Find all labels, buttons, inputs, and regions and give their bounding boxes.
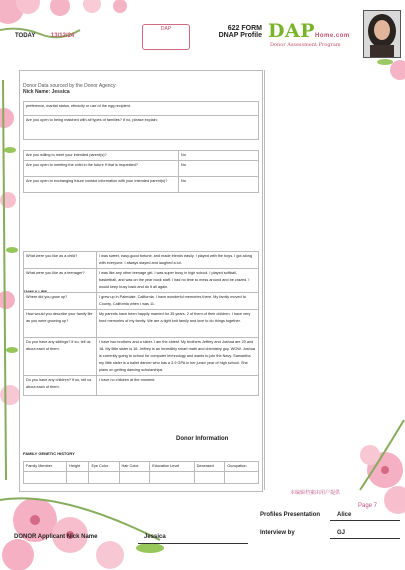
logo-tagline: Donor Assessment Program xyxy=(270,42,341,48)
table-row xyxy=(24,269,259,293)
answer-cell: I have no children at the moment. xyxy=(97,376,259,396)
question-cell: Are you open to being matched with all types of families? If no, please explain: xyxy=(24,116,259,140)
family-life-label: FAMILY LIFE xyxy=(23,289,48,294)
donor-data-title: Donor Data sourced by the Donor Agency xyxy=(23,83,116,89)
family-history-table xyxy=(23,461,259,484)
answer-cell: No xyxy=(179,161,259,177)
column-header: Occupation xyxy=(225,462,259,472)
table-header-row xyxy=(24,462,259,472)
question-cell: How would you describe your family life as you were growing up? xyxy=(24,310,97,338)
form-code-line2: DNAP Profile xyxy=(218,32,262,39)
answer-cell: I was like any other teenage girl. I was super busy in high school. I played softball, basketball, and was on the year book staff. I had no time to mess around and be crazed. I would keep busy back and do it all again. xyxy=(97,269,259,293)
family-history-label: FAMILY GENETIC HISTORY xyxy=(23,451,75,456)
answer-cell: My parents have been happily married for 35 years. 2 of them of their children. I have very fond memories of my family. We are a tight knit family and love to do things together. xyxy=(97,310,259,338)
table-row xyxy=(24,177,259,193)
table-row xyxy=(24,338,259,376)
column-header: Deceased xyxy=(194,462,225,472)
table-row xyxy=(24,310,259,338)
interview-label: Interview by xyxy=(260,530,295,536)
today-label: TODAY xyxy=(15,33,36,39)
donor-data-heading xyxy=(23,83,116,95)
question-cell: Are you open to exchanging future contact information with your intended parent(s)? xyxy=(24,177,179,193)
flower-top-left xyxy=(0,0,127,37)
table-row xyxy=(24,376,259,396)
table-row xyxy=(24,252,259,269)
donor-nick-value: Jessica xyxy=(144,534,166,540)
interview-line xyxy=(330,538,400,539)
question-cell: What were you like as a teenager? xyxy=(24,269,97,293)
matching-questions xyxy=(23,101,259,193)
question-cell: Are you open to meeting the child in the future if that is requested? xyxy=(24,161,179,177)
interview-value: GJ xyxy=(337,530,346,536)
stamp-text: DAP xyxy=(160,26,172,32)
question-cell: Where did you grow up? xyxy=(24,293,97,310)
donor-nick-label: DONOR Applicant Nick Name xyxy=(14,534,98,540)
donor-photo xyxy=(363,10,401,58)
table-row xyxy=(24,293,259,310)
form-code xyxy=(210,25,262,39)
right-side-panel xyxy=(264,70,405,490)
today-date xyxy=(15,33,74,39)
table-row xyxy=(24,161,259,177)
profiles-presentation-label: Profiles Presentation xyxy=(260,512,321,518)
pink-note: 本编辑档案由用户提供 xyxy=(290,490,341,496)
question-cell: Do you have any children? If so, tell us about each of them: xyxy=(24,376,97,396)
column-header: Family Member xyxy=(24,462,67,472)
table-row xyxy=(24,472,259,484)
question-cell: What were you like as a child? xyxy=(24,252,97,269)
today-date-value: 13/12/24 xyxy=(50,33,75,39)
nick-name: Nick Name: Jessica xyxy=(23,89,70,95)
donor-information-heading: Donor Information xyxy=(176,436,229,442)
page-number: Page 7 xyxy=(358,503,378,509)
table-row xyxy=(24,102,259,116)
profiles-presentation-line xyxy=(330,520,400,521)
column-header: Education Level xyxy=(150,462,194,472)
donor-nick-line xyxy=(138,543,248,544)
form-code-line1: 622 FORM xyxy=(227,25,262,32)
table-row xyxy=(24,116,259,140)
column-header: Eye Color xyxy=(89,462,119,472)
column-header: Height xyxy=(67,462,89,472)
answer-cell: I have two brothers and a sister. I am the oldest. My brothers Jeffrey and Joshua are 20 and 18. My little sister is 16. Jeffrey is an incredibly smart math and chemistry guy. WOW. Joshua is currently going to school for computer technology and wants to join the Navy. Samantha my little sister is a ballet dancer who has a 3.9 GPA in her junior year of high school. She plans on getting dancing scholarships. xyxy=(97,338,259,376)
logo-text: DAP xyxy=(268,20,316,42)
flower-left-side xyxy=(0,80,20,480)
answer-cell: No xyxy=(179,151,259,161)
logo-suffix: Home.com xyxy=(315,33,350,39)
profiles-presentation-value: Alice xyxy=(337,512,352,518)
donor-data-panel xyxy=(19,70,263,492)
question-cell: preference, marital status, ethnicity or use of the egg recipient. xyxy=(24,102,259,116)
question-cell: Do you have any siblings? If so, tell us about each of them: xyxy=(24,338,97,376)
column-header: Hair Color xyxy=(119,462,150,472)
answer-cell: I was sweet, easy-good fortune, and made friends easily. I played with the boys. I got along with everyone. I always stayed and laughed a lot. xyxy=(97,252,259,269)
question-cell: Are you willing to meet your intended parent(s)? xyxy=(24,151,179,161)
answer-cell: I grew up in Palmdale, California. I have wonderful memories there. My family moved to County, California when I was 11. xyxy=(97,293,259,310)
answer-cell: No xyxy=(179,177,259,193)
family-life-questions xyxy=(23,251,259,396)
table-row xyxy=(24,151,259,161)
agency-stamp xyxy=(142,24,190,50)
